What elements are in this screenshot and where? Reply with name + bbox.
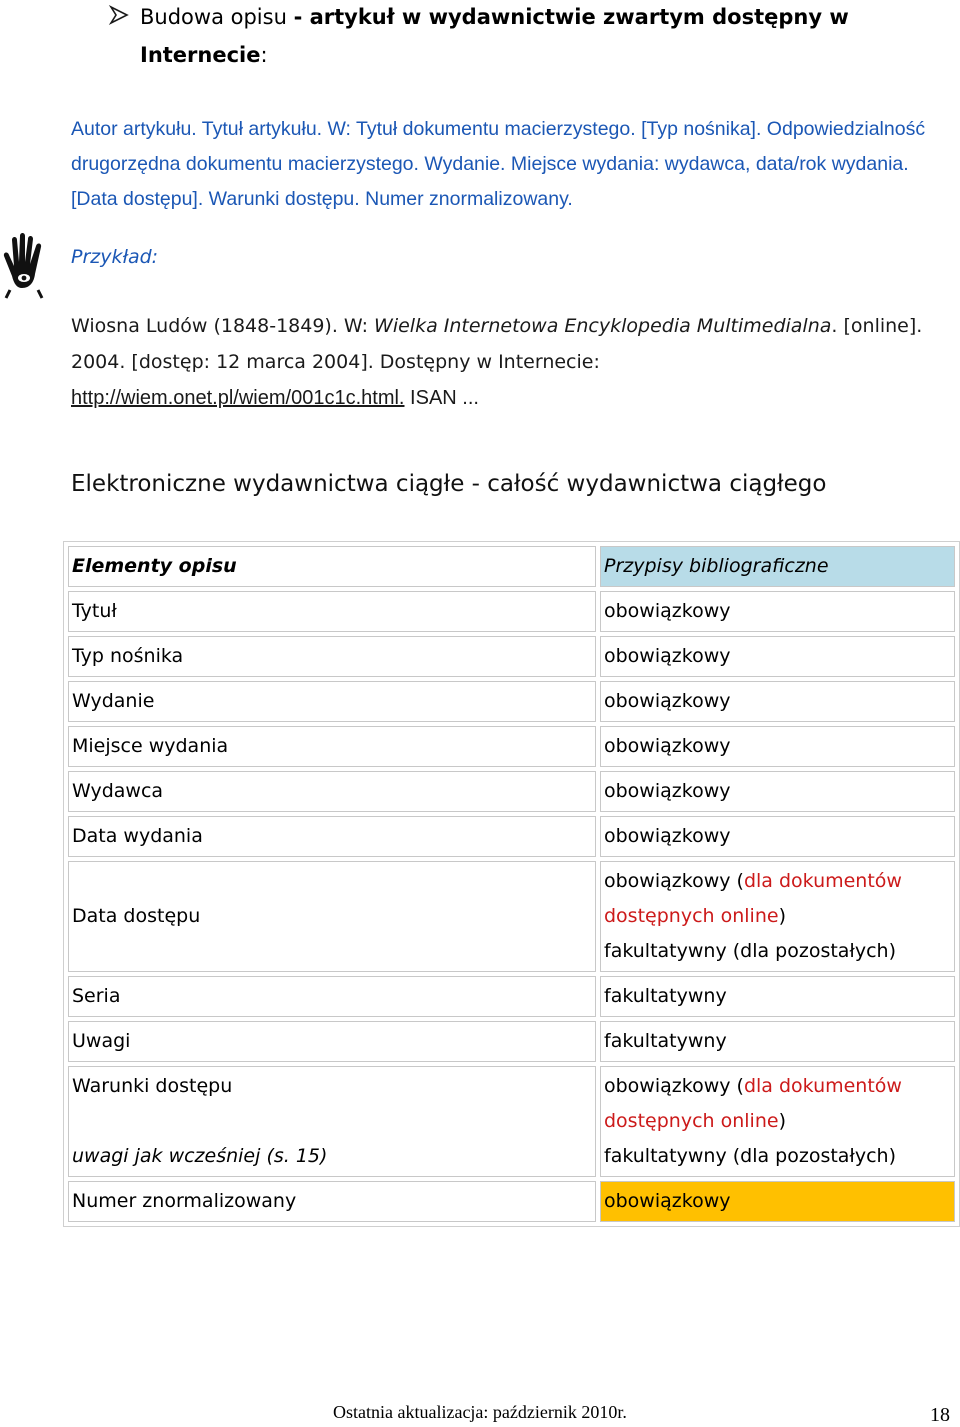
- table-row: [68, 636, 955, 677]
- value-cell: fakultatywny: [600, 1021, 955, 1062]
- header-elements: Elementy opisu: [68, 546, 596, 587]
- value-cell-highlighted: obowiązkowy: [600, 1181, 955, 1222]
- example-title: Wielka Internetowa Encyklopedia Multimedialna: [374, 315, 832, 337]
- value-main: obowiązkowy (: [604, 870, 744, 892]
- checkmark-bullet-icon: [108, 4, 130, 26]
- value-cell: obowiązkowy: [600, 681, 955, 722]
- table-header-row: [68, 546, 955, 587]
- bullet-prefix: Budowa opisu: [140, 5, 294, 29]
- table-row: [68, 976, 955, 1017]
- table-row: [68, 726, 955, 767]
- element-cell: Typ nośnika: [68, 636, 596, 677]
- value-cell: [600, 861, 955, 972]
- bullet-suffix: :: [260, 43, 268, 67]
- value-close: ): [778, 905, 786, 927]
- element-cell: Uwagi: [68, 1021, 596, 1062]
- example-text-b: . [online]. 2004. [dostęp: 12 marca 2004]. Dostępny w Internecie:: [71, 315, 923, 373]
- header-footnotes: Przypisy bibliograficzne: [600, 546, 955, 587]
- table-row: [68, 1021, 955, 1062]
- element-cell: Wydawca: [68, 771, 596, 812]
- table-row: [68, 1066, 955, 1177]
- example-isan: ISAN ...: [404, 387, 479, 409]
- section-title: Elektroniczne wydawnictwa ciągłe - całość wydawnictwa ciągłego: [71, 471, 827, 497]
- hand-icon: [0, 232, 50, 300]
- footer-last-update: Ostatnia aktualizacja: październik 2010r.: [333, 1402, 627, 1422]
- element-cell: Tytuł: [68, 591, 596, 632]
- element-cell: [68, 1066, 596, 1177]
- example-label: Przykład:: [71, 246, 159, 268]
- element-cell: Data wydania: [68, 816, 596, 857]
- value-red-note: dla dokumentów dostępnych online: [604, 1075, 902, 1132]
- table-row: [68, 1181, 955, 1222]
- value-cell: [600, 1066, 955, 1177]
- table-row: [68, 591, 955, 632]
- value-close: ): [778, 1110, 786, 1132]
- value-cell: obowiązkowy: [600, 591, 955, 632]
- page-number: 18: [930, 1404, 950, 1426]
- element-label: Warunki dostępu: [72, 1075, 233, 1097]
- value-cell: fakultatywny: [600, 976, 955, 1017]
- example-citation: [71, 308, 931, 416]
- value-optional: fakultatywny (dla pozostałych): [604, 940, 896, 962]
- element-cell: Data dostępu: [68, 861, 596, 972]
- table-row: [68, 681, 955, 722]
- value-optional: fakultatywny (dla pozostałych): [604, 1145, 896, 1167]
- bullet-bold: - artykuł w wydawnictwie zwartym dostępny w Internecie: [140, 5, 849, 67]
- value-cell: obowiązkowy: [600, 771, 955, 812]
- element-cell: Wydanie: [68, 681, 596, 722]
- description-structure: Autor artykułu. Tytuł artykułu. W: Tytuł dokumentu macierzystego. [Typ nośnika]. Odpowiedzialność drugorzędna dokumentu macierzystego. Wydanie. Miejsce wydania: wydawca, data/rok wydania. [Data dostępu]. Warunki dostępu. Numer znormalizowany.: [71, 118, 926, 210]
- table-row: [68, 771, 955, 812]
- element-cell: Miejsce wydania: [68, 726, 596, 767]
- element-cell: Seria: [68, 976, 596, 1017]
- value-cell: obowiązkowy: [600, 816, 955, 857]
- value-cell: obowiązkowy: [600, 726, 955, 767]
- description-elements-table: [63, 541, 960, 1227]
- bullet-heading: [140, 0, 920, 74]
- element-note: uwagi jak wcześniej (s. 15): [72, 1145, 328, 1167]
- example-text-a: Wiosna Ludów (1848-1849). W:: [71, 315, 375, 337]
- table-row: [68, 861, 955, 972]
- table-row: [68, 816, 955, 857]
- element-cell: Numer znormalizowany: [68, 1181, 596, 1222]
- value-red-note: dla dokumentów dostępnych online: [604, 870, 902, 927]
- value-cell: obowiązkowy: [600, 636, 955, 677]
- example-url-link[interactable]: http://wiem.onet.pl/wiem/001c1c.html.: [71, 387, 405, 409]
- value-main: obowiązkowy (: [604, 1075, 744, 1097]
